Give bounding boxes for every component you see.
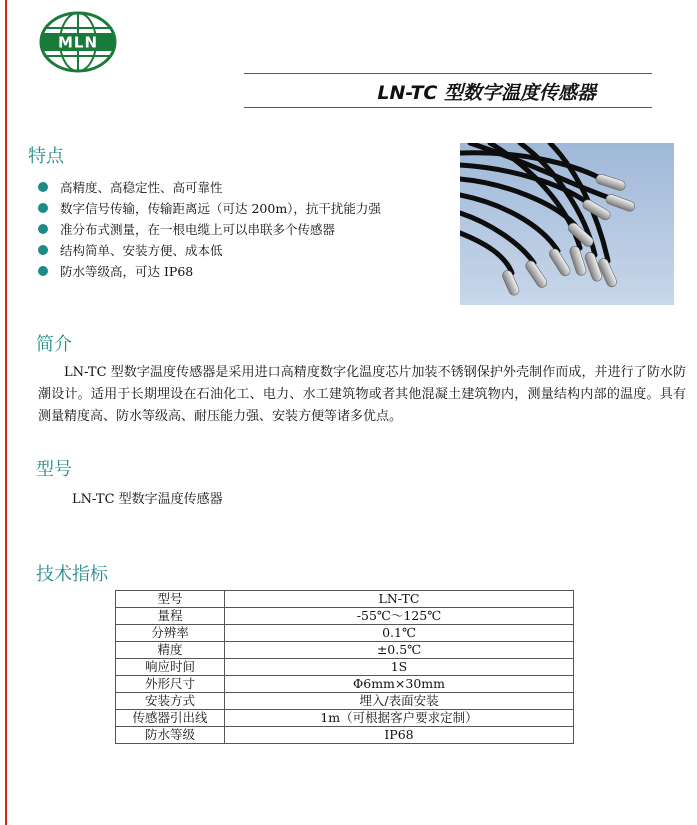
spec-value: 1S — [225, 659, 574, 676]
table-row — [116, 727, 574, 744]
spec-key: 量程 — [116, 608, 225, 625]
spec-key: 外形尺寸 — [116, 676, 225, 693]
spec-key: 传感器引出线 — [116, 710, 225, 727]
spec-value: 1m（可根据客户要求定制） — [225, 710, 574, 727]
spec-value: IP68 — [225, 727, 574, 744]
left-margin-rule — [5, 0, 7, 825]
features-list — [38, 176, 381, 281]
list-item: 高精度、高稳定性、高可靠性 — [38, 176, 381, 197]
bullet-icon — [38, 203, 48, 213]
spec-value: ±0.5℃ — [225, 642, 574, 659]
table-row — [116, 591, 574, 608]
spec-value: Φ6mm×30mm — [225, 676, 574, 693]
bullet-icon — [38, 245, 48, 255]
logo-text: MLN — [57, 33, 99, 52]
spec-value: LN-TC — [225, 591, 574, 608]
table-row — [116, 642, 574, 659]
list-item: 结构简单、安装方便、成本低 — [38, 239, 381, 260]
bullet-icon — [38, 182, 48, 192]
features-heading: 特点 — [28, 146, 64, 167]
list-item: 数字信号传输，传输距离远（可达 200m），抗干扰能力强 — [38, 197, 381, 218]
model-text: LN-TC 型数字温度传感器 — [72, 492, 223, 507]
sensor-product-photo — [460, 143, 674, 305]
mln-logo — [38, 11, 118, 73]
spec-value: -55℃～125℃ — [225, 608, 574, 625]
spec-value: 埋入/表面安装 — [225, 693, 574, 710]
specs-heading: 技术指标 — [36, 564, 108, 585]
spec-key: 防水等级 — [116, 727, 225, 744]
spec-key: 响应时间 — [116, 659, 225, 676]
model-heading: 型号 — [36, 459, 72, 480]
table-row — [116, 676, 574, 693]
spec-key: 分辨率 — [116, 625, 225, 642]
list-item: 防水等级高，可达 IP68 — [38, 260, 381, 281]
spec-table — [115, 590, 574, 744]
bullet-icon — [38, 224, 48, 234]
list-item: 准分布式测量，在一根电缆上可以串联多个传感器 — [38, 218, 381, 239]
table-row — [116, 710, 574, 727]
title-rule-top — [244, 73, 652, 74]
spec-key: 精度 — [116, 642, 225, 659]
document-title: LN-TC 型数字温度传感器 — [377, 82, 596, 104]
table-row — [116, 625, 574, 642]
spec-value: 0.1℃ — [225, 625, 574, 642]
table-row — [116, 659, 574, 676]
spec-key: 安装方式 — [116, 693, 225, 710]
spec-key: 型号 — [116, 591, 225, 608]
intro-paragraph: LN-TC 型数字温度传感器是采用进口高精度数字化温度芯片加装不锈钢保护外壳制作而成，并进行了防水防潮设计。适用于长期埋设在石油化工、电力、水工建筑物或者其他混凝土建筑物内，测量结构内部的温度。具有测量精度高、防水等级高、耐压能力强、安装方便等诸多优点。 — [38, 365, 686, 424]
bullet-icon — [38, 266, 48, 276]
title-rule-bottom — [244, 107, 652, 108]
table-row — [116, 693, 574, 710]
table-row — [116, 608, 574, 625]
intro-heading: 简介 — [36, 334, 72, 355]
